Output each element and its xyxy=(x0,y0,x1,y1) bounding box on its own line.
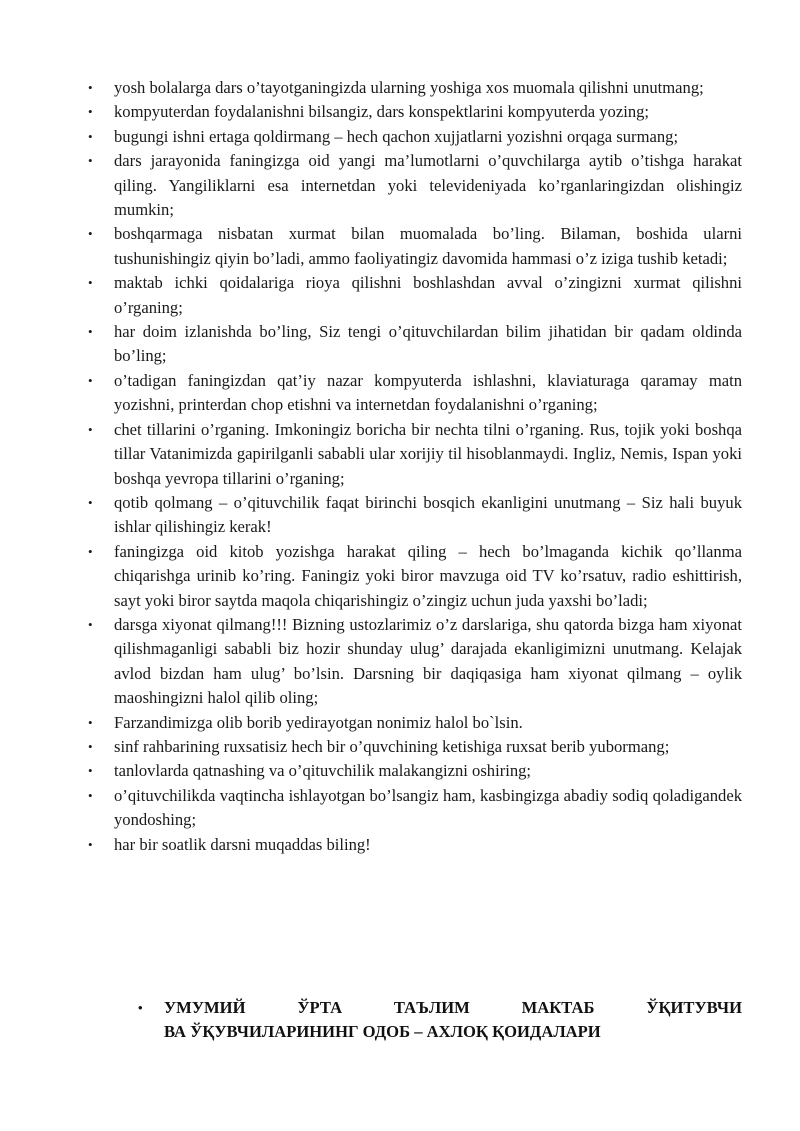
list-item xyxy=(88,271,742,320)
bullet-icon: • xyxy=(88,128,93,144)
list-item xyxy=(88,76,742,100)
bullet-icon: • xyxy=(88,714,93,730)
list-item xyxy=(88,833,742,857)
bullet-icon: • xyxy=(88,787,93,803)
list-item xyxy=(88,784,742,833)
heading-text xyxy=(138,996,742,1045)
bullet-icon: • xyxy=(88,738,93,754)
bullet-icon: • xyxy=(88,494,93,510)
list-item-text: maktab ichki qoidalariga rioya qilishni boshlashdan avval o’zingizni xurmat qilishni o’rganing; xyxy=(114,273,742,317)
list-item xyxy=(88,369,742,418)
list-item xyxy=(88,540,742,613)
bullet-icon: • xyxy=(88,421,93,437)
bullet-icon: • xyxy=(88,80,93,95)
list-item xyxy=(88,149,742,222)
list-item xyxy=(88,711,742,735)
list-item xyxy=(88,222,742,271)
list-item-text: bugungi ishni ertaga qoldirmang – hech qachon xujjatlarni yozishni orqaga surmang; xyxy=(114,126,679,146)
bullet-icon: • xyxy=(88,763,93,779)
list-item xyxy=(88,491,742,540)
list-item-text: dars jarayonida faningizga oid yangi ma’lumotlarni o’quvchilarga aytib o’tishga harakat qiling. Yangiliklarni esa internetdan yoki televideniyada ko’rganlaringizdan olishingiz mumkin; xyxy=(114,151,742,220)
list-item xyxy=(88,320,742,369)
bullet-icon: • xyxy=(88,616,93,632)
list-item-text: har bir soatlik darsni muqaddas biling! xyxy=(114,834,371,854)
bullet-icon: • xyxy=(88,836,93,852)
list-item-text: o’tadigan faningizdan qat’iy nazar kompyuterda ishlashni, klaviaturaga qaramay matn yozishni, printerdan chop etishni va internetdan foydalanishni o’rganing; xyxy=(114,370,742,415)
list-item-text: tanlovlarda qatnashing va o’qituvchilik malakangizni oshiring; xyxy=(114,761,532,781)
list-item xyxy=(88,100,742,124)
list-item-text: darsga xiyonat qilmang!!! Bizning ustozlarimiz o’z darslariga, shu qatorda bizga ham xiyonat qilishmaganligi sababli biz hozir shunday ulug’ darajada ekanligimizni unutmang. Kelajak avlod bizdan ham ulug’ bo’lsin. Darsning bir daqiqasiga ham xiyonat qilmang – oylik maoshingizni halol qilib oling; xyxy=(114,614,742,708)
list-item-text: sinf rahbarining ruxsatisiz hech bir o’quvchining ketishiga ruxsat berib yubormang; xyxy=(114,736,670,756)
bullet-icon: • xyxy=(88,372,93,388)
list-item-text: Farzandimizga olib borib yedirayotgan nonimiz halol bo`lsin. xyxy=(114,712,523,732)
section-heading xyxy=(138,996,742,1045)
list-item xyxy=(88,735,742,759)
list-item-text: faningizga oid kitob yozishga harakat qiling – hech bo’lmaganda kichik qo’llanma chiqarishga urinib ko’ring. Faningiz yoki biror mavzuga oid TV ko’rsatuv, radio eshittirish, sayt yoki biror saytda maqola chiqarishingiz o’zingiz uchun juda yaxshi bo’ladi; xyxy=(114,541,742,610)
list-item xyxy=(88,418,742,491)
bullet-icon: • xyxy=(88,275,93,291)
bullet-icon: • xyxy=(138,1000,143,1015)
list-item-text: qotib qolmang – o’qituvchilik faqat birinchi bosqich ekanligini unutmang – Siz hali buyuk ishlar qilishingiz kerak! xyxy=(114,492,742,537)
rules-list xyxy=(88,76,742,857)
list-item-text: yosh bolalarga dars o’tayotganingizda ularning yoshiga xos muomala qilishni unutmang; xyxy=(114,78,704,97)
heading-line-2: ВА ЎҚУВЧИЛАРИНИНГ ОДОБ – АХЛОҚ ҚОИДАЛАРИ xyxy=(164,1022,601,1042)
bullet-icon: • xyxy=(88,324,93,340)
bullet-icon: • xyxy=(88,153,93,169)
list-item-text: kompyuterdan foydalanishni bilsangiz, dars konspektlarini kompyuterda yozing; xyxy=(114,102,650,122)
bullet-icon: • xyxy=(88,226,93,242)
list-item xyxy=(88,613,742,711)
list-item-text: chet tillarini o’rganing. Imkoningiz boricha bir nechta tilni o’rganing. Rus, tojik yoki boshqa tillar Vatanimizda gapirilganli sababli ular xorijiy til hisoblanmaydi. Ingliz, Nemis, Ispan yoki boshqa yevropa tillarini o’rganing; xyxy=(114,419,742,488)
heading-line-1: УМУМИЙ ЎРТА ТАЪЛИМ МАКТАБ ЎҚИТУВЧИ xyxy=(164,998,742,1017)
list-item xyxy=(88,125,742,149)
list-item-text: o’qituvchilikda vaqtincha ishlayotgan bo’lsangiz ham, kasbingizga abadiy sodiq qoladigandek yondoshing; xyxy=(114,785,742,830)
list-item-text: boshqarmaga nisbatan xurmat bilan muomalada bo’ling. Bilaman, boshida ularni tushunishingiz qiyin bo’ladi, ammo faoliyatingiz davomida hammasi o’z iziga tushib ketadi; xyxy=(114,224,742,268)
list-item xyxy=(88,759,742,783)
bullet-icon: • xyxy=(88,543,93,559)
bullet-icon: • xyxy=(88,104,93,120)
list-item-text: har doim izlanishda bo’ling, Siz tengi o’qituvchilardan bilim jihatidan bir qadam oldinda bo’ling; xyxy=(114,322,742,366)
